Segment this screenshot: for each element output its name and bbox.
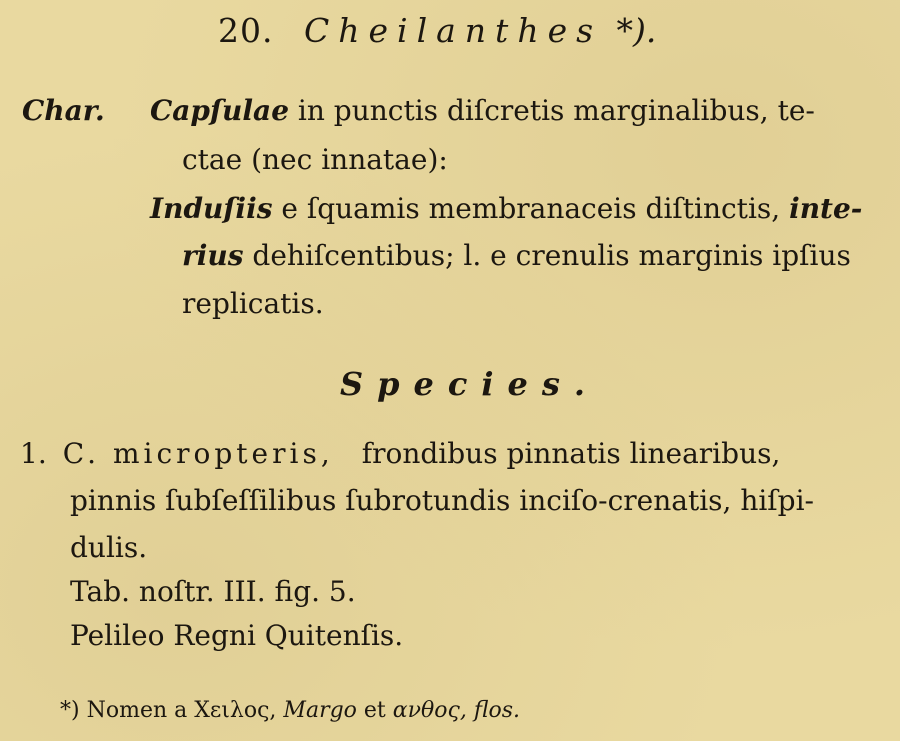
character-line-3 <box>150 192 863 225</box>
character-label: Char. <box>22 94 105 127</box>
species-line-3: dulis. <box>70 531 148 564</box>
character-line-4 <box>182 239 851 272</box>
species-line-1 <box>20 437 781 470</box>
character-line-2: ctae (nec innatae): <box>182 143 448 176</box>
character-line-4-text: dehiſcentibus; l. e crenulis marginis ipſius <box>243 239 851 272</box>
footnote-text-1: Nomen a <box>79 698 195 723</box>
character-line-3-text: e ſquamis membranaceis diſtinctis, <box>272 192 790 225</box>
footnote <box>60 700 520 722</box>
species-name: C. micropteris, <box>62 437 334 470</box>
footnote-marker: *) <box>60 698 80 723</box>
species-plate-reference: Tab. noſtr. III. fig. 5. <box>70 575 356 608</box>
species-line-2: pinnis ſubſeſſilibus ſubrotundis inciſo-crenatis, hiſpi- <box>70 484 815 517</box>
species-line-1-text: frondibus pinnatis linearibus, <box>361 437 781 470</box>
footnote-latin-2: flos. <box>466 698 521 723</box>
footnote-greek-1: Χειλος, <box>194 698 277 723</box>
species-heading: Species. <box>340 365 599 403</box>
species-locality: Pelileo Regni Quitenſis. <box>70 619 404 652</box>
footnote-mark: *). <box>616 11 657 50</box>
page-title <box>218 11 657 50</box>
character-term-rius: rius <box>182 239 244 272</box>
character-line-1-text: in punctis diſcretis marginalibus, te- <box>289 94 815 127</box>
footnote-text-2: et <box>356 698 393 723</box>
genus-name: Cheilanthes <box>303 11 603 50</box>
section-number: 20. <box>218 11 274 50</box>
character-term-capsulae: Capſulae <box>150 94 290 127</box>
footnote-latin-1: Margo <box>276 698 357 723</box>
character-line-1 <box>150 94 815 127</box>
character-term-inte: inte- <box>789 192 863 225</box>
species-number: 1. <box>20 437 47 470</box>
character-line-5: replicatis. <box>182 287 324 320</box>
footnote-greek-2: ανθος, <box>392 698 467 723</box>
character-term-indusiis: Induſiis <box>150 192 273 225</box>
